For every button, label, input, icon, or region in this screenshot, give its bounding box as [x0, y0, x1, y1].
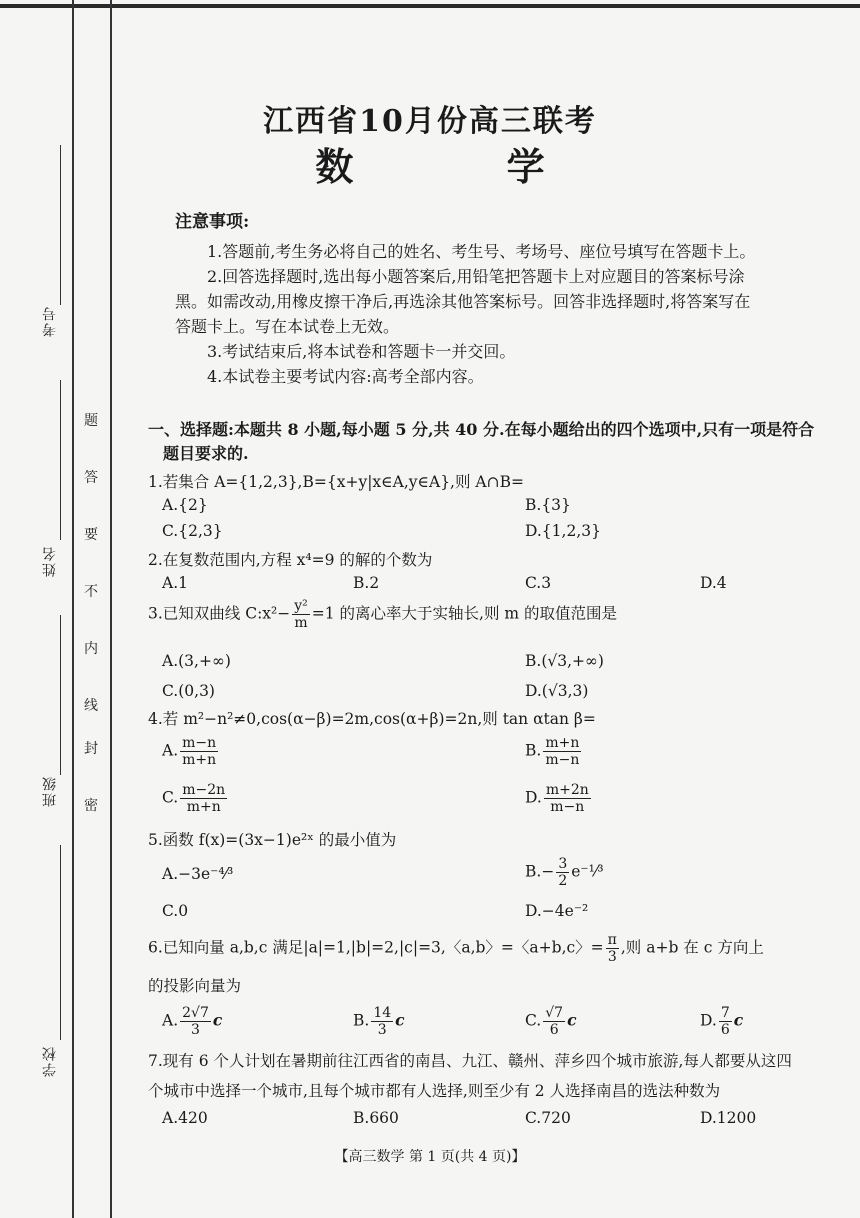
seal-char: 题: [84, 413, 98, 429]
opt-tail: c: [395, 1010, 405, 1030]
opt-label: A.: [162, 1011, 179, 1030]
q6-stem-part: ,则 a+b 在 c 方向上: [620, 938, 764, 957]
seal-char: 要: [84, 527, 98, 543]
notice-item: 答题卡上。写在本试卷上无效。: [175, 317, 400, 336]
q7-option-b: B.660: [353, 1109, 399, 1127]
q4-d-frac: [544, 782, 591, 815]
q4-option-d: [525, 782, 593, 815]
q1-option-a: A.{2}: [162, 496, 208, 514]
class-label: 班级: [42, 775, 58, 807]
frac-den: 3: [377, 1022, 387, 1038]
seal-char: 不: [84, 584, 98, 600]
frac-num: 3: [558, 856, 568, 872]
opt-label: D.: [700, 1011, 717, 1030]
q3-option-c: C.(0,3): [162, 682, 215, 700]
seal-char: 封: [84, 741, 98, 757]
notice-item: 黑。如需改动,用橡皮擦干净后,再选涂其他答案标号。回答非选择题时,将答案写在: [175, 292, 751, 311]
q6-pi-frac: [606, 932, 619, 965]
q5-option-b: [525, 856, 604, 889]
notice-item: 3.考试结束后,将本试卷和答题卡一并交回。: [207, 342, 516, 361]
frac-den: m−n: [545, 752, 580, 768]
frac-den: m−n: [550, 799, 585, 815]
top-border: [0, 4, 860, 8]
section-line: 题目要求的.: [163, 444, 249, 463]
seal-char: 内: [84, 641, 98, 657]
frac-num: m+2n: [545, 782, 589, 798]
q6-b-frac: [371, 1005, 393, 1038]
q6-stem-part: 6.已知向量 a,b,c 满足|a|=1,|b|=2,|c|=3,〈a,b〉=〈a+b,c〉=: [148, 938, 604, 957]
section-line: 一、选择题:本题共 8 小题,每小题 5 分,共 40 分.在每小题给出的四个选项中,只有一项是符合: [148, 420, 815, 439]
school-label: 学校: [42, 1045, 58, 1077]
notice-block: [175, 210, 825, 389]
frac-num: m−2n: [182, 782, 226, 798]
frac-den: m+n: [186, 799, 221, 815]
opt-label: B.: [353, 1011, 370, 1030]
q1-option-c: C.{2,3}: [162, 522, 223, 540]
question-6-stem-2: 的投影向量为: [148, 977, 242, 995]
opt-tail: c: [567, 1010, 577, 1030]
notice-heading: 注意事项:: [175, 212, 250, 232]
section-heading: [148, 418, 848, 466]
notice-item: 4.本试卷主要考试内容:高考全部内容。: [207, 367, 484, 386]
q1-option-d: D.{1,2,3}: [525, 522, 601, 540]
question-1-stem: 1.若集合 A={1,2,3},B={x+y|x∈A,y∈A},则 A∩B=: [148, 473, 524, 491]
q4-option-c: [162, 782, 229, 815]
frac-num: 7: [720, 1005, 730, 1021]
school-rule: [60, 845, 61, 1040]
q4-c-frac: [180, 782, 227, 815]
frac-den: m: [294, 615, 308, 631]
q6-d-frac: [719, 1005, 732, 1038]
opt-label: B.: [525, 741, 542, 760]
q7-option-c: C.720: [525, 1109, 571, 1127]
q6-option-b: [353, 1005, 405, 1038]
q5-option-a: A.−3e⁻⁴⁄³: [162, 865, 234, 883]
name-label: 姓名: [42, 545, 58, 577]
exam-no-label: 考号: [42, 305, 58, 337]
question-7-line-1: 7.现有 6 个人计划在暑期前往江西省的南昌、九江、赣州、萍乡四个城市旅游,每人都要从这四: [148, 1052, 792, 1070]
class-rule: [60, 615, 61, 775]
frac-num: 14: [373, 1005, 392, 1021]
frac-num: m+n: [545, 735, 580, 751]
q3-option-b: B.(√3,+∞): [525, 652, 604, 670]
opt-label: C.: [525, 1011, 542, 1030]
notice-item: 1.答题前,考生务必将自己的姓名、考生号、考场号、座位号填写在答题卡上。: [207, 242, 756, 261]
q4-a-frac: [180, 735, 218, 768]
frac-num: π: [607, 932, 617, 948]
opt-tail: c: [733, 1010, 744, 1030]
question-7-line-2: 个城市中选择一个城市,且每个城市都有人选择,则至少有 2 人选择南昌的选法种数为: [148, 1082, 721, 1100]
frac-den: 6: [720, 1022, 730, 1038]
question-4-stem: 4.若 m²−n²≠0,cos(α−β)=2m,cos(α+β)=2n,则 tan αtan β=: [148, 710, 596, 728]
q2-option-a: A.1: [162, 574, 188, 592]
q6-option-a: [162, 1005, 222, 1038]
seal-char: 线: [84, 698, 98, 714]
q2-option-c: C.3: [525, 574, 552, 592]
frac-den: 3: [607, 949, 617, 965]
q5-option-d: D.−4e⁻²: [525, 902, 589, 920]
q4-option-a: [162, 735, 220, 768]
q6-c-frac: [543, 1005, 565, 1038]
opt-tail: e⁻¹⁄³: [571, 862, 604, 881]
q4-option-b: [525, 735, 583, 768]
question-3-stem: [148, 598, 617, 631]
question-5-stem: 5.函数 f(x)=(3x−1)e²ˣ 的最小值为: [148, 831, 397, 849]
frac-den: 6: [549, 1022, 559, 1038]
q7-option-d: D.1200: [700, 1109, 757, 1127]
seal-char: 答: [84, 470, 98, 486]
seal-char: 密: [84, 798, 98, 814]
q6-option-d: [700, 1005, 743, 1038]
frac-num: 2√7: [182, 1005, 209, 1021]
exam-title: 江西省10月份高三联考: [263, 104, 597, 139]
frac-den: 3: [191, 1022, 200, 1038]
q2-option-d: D.4: [700, 574, 727, 592]
q5-option-c: C.0: [162, 902, 189, 920]
q3-stem-part: =1 的离心率大于实轴长,则 m 的取值范围是: [311, 604, 618, 623]
q6-option-c: [525, 1005, 577, 1038]
frac-num: √7: [545, 1005, 564, 1021]
frac-num: y²: [294, 598, 308, 614]
q2-option-b: B.2: [353, 574, 380, 592]
question-2-stem: 2.在复数范围内,方程 x⁴=9 的解的个数为: [148, 551, 433, 569]
notice-item: 2.回答选择题时,选出每小题答案后,用铅笔把答题卡上对应题目的答案标号涂: [207, 267, 745, 286]
q3-stem-part: 3.已知双曲线 C:x²−: [148, 604, 291, 623]
subject-title: 数 学: [315, 144, 615, 189]
opt-label: C.: [162, 788, 179, 807]
q7-option-a: A.420: [162, 1109, 208, 1127]
q3-option-a: A.(3,+∞): [162, 652, 231, 670]
q5-b-frac: [556, 856, 569, 889]
name-rule: [60, 380, 61, 540]
q3-option-d: D.(√3,3): [525, 682, 589, 700]
q4-b-frac: [543, 735, 581, 768]
opt-label: D.: [525, 788, 542, 807]
page-footer: 【高三数学 第 1 页(共 4 页)】: [334, 1149, 526, 1165]
frac-num: m−n: [182, 735, 217, 751]
question-6-stem: [148, 932, 764, 965]
q3-fraction: [292, 598, 310, 631]
frac-den: 2: [558, 873, 568, 889]
frac-den: m+n: [182, 752, 217, 768]
q6-a-frac: [180, 1005, 211, 1038]
q1-option-b: B.{3}: [525, 496, 571, 514]
opt-label: A.: [162, 741, 179, 760]
opt-label: B.−: [525, 862, 555, 881]
opt-tail: c: [212, 1010, 223, 1030]
